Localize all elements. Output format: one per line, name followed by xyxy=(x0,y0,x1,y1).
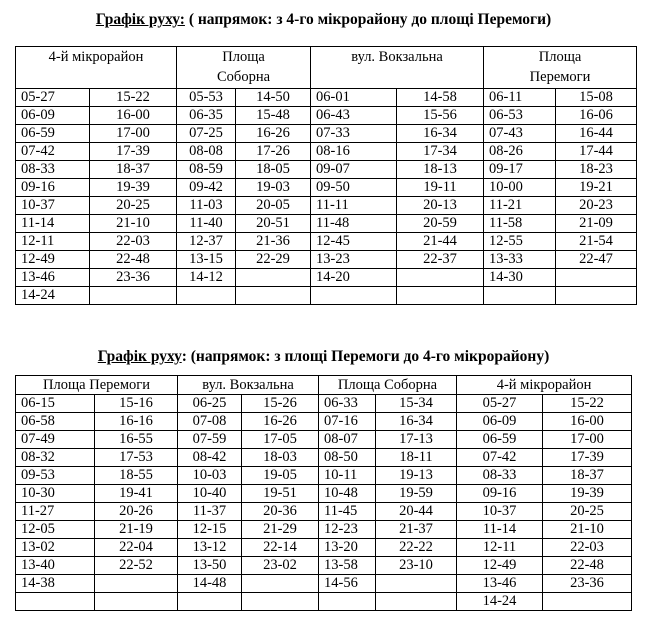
time-cell: 15-08 xyxy=(556,89,637,107)
time-cell: 10-11 xyxy=(319,467,376,485)
table-row xyxy=(16,485,632,503)
time-cell: 12-15 xyxy=(178,521,242,539)
time-cell: 18-55 xyxy=(95,467,178,485)
stop-header-line: 4-й мікрорайон xyxy=(48,49,144,65)
stop-header-line: Площа xyxy=(222,49,265,65)
stop-header-line: Перемоги xyxy=(529,69,591,85)
table-row xyxy=(16,269,637,287)
time-cell: 08-07 xyxy=(319,431,376,449)
time-cell: 11-03 xyxy=(177,197,236,215)
time-cell: 21-44 xyxy=(397,233,484,251)
time-cell: 08-50 xyxy=(319,449,376,467)
time-cell: 13-12 xyxy=(178,539,242,557)
time-cell: 16-00 xyxy=(543,413,632,431)
time-cell: 22-04 xyxy=(95,539,178,557)
time-cell: 08-42 xyxy=(178,449,242,467)
time-cell: 20-36 xyxy=(242,503,319,521)
time-cell: 13-23 xyxy=(311,251,397,269)
time-cell: 12-05 xyxy=(16,521,95,539)
time-cell: 06-25 xyxy=(178,395,242,413)
time-cell: 14-20 xyxy=(311,269,397,287)
time-cell: 20-23 xyxy=(556,197,637,215)
time-cell: 17-39 xyxy=(543,449,632,467)
time-cell: 07-25 xyxy=(177,125,236,143)
time-cell: 22-47 xyxy=(556,251,637,269)
time-cell: 07-42 xyxy=(457,449,543,467)
time-cell: 23-02 xyxy=(242,557,319,575)
time-cell xyxy=(90,287,177,305)
time-cell: 13-58 xyxy=(319,557,376,575)
time-cell: 11-37 xyxy=(178,503,242,521)
time-cell: 07-33 xyxy=(311,125,397,143)
schedule-1-title-prefix: Графік руху: xyxy=(95,11,185,28)
time-cell: 19-11 xyxy=(397,179,484,197)
time-cell: 08-16 xyxy=(311,143,397,161)
time-cell: 19-13 xyxy=(376,467,457,485)
header-row xyxy=(16,47,637,89)
table-row xyxy=(16,89,637,107)
time-cell: 09-42 xyxy=(177,179,236,197)
time-cell: 19-39 xyxy=(90,179,177,197)
time-cell: 14-38 xyxy=(16,575,95,593)
time-cell: 17-13 xyxy=(376,431,457,449)
time-cell xyxy=(556,269,637,287)
time-cell: 23-36 xyxy=(90,269,177,287)
time-cell: 17-39 xyxy=(90,143,177,161)
table-row xyxy=(16,467,632,485)
table-row xyxy=(16,179,637,197)
stop-header: вул. Вокзальна xyxy=(178,376,319,395)
table-row xyxy=(16,503,632,521)
schedule-1-title-rest: ( напрямок: з 4-го мікрорайону до площі Перемоги) xyxy=(184,11,552,28)
table-row xyxy=(16,449,632,467)
stop-header xyxy=(311,47,484,89)
time-cell: 22-29 xyxy=(236,251,311,269)
time-cell: 19-21 xyxy=(556,179,637,197)
time-cell: 07-16 xyxy=(319,413,376,431)
time-cell: 07-43 xyxy=(484,125,556,143)
time-cell: 08-33 xyxy=(457,467,543,485)
time-cell: 06-01 xyxy=(311,89,397,107)
time-cell: 14-30 xyxy=(484,269,556,287)
time-cell xyxy=(319,593,376,611)
time-cell: 09-07 xyxy=(311,161,397,179)
table-row xyxy=(16,431,632,449)
time-cell: 19-03 xyxy=(236,179,311,197)
stop-header xyxy=(16,47,177,89)
time-cell: 08-26 xyxy=(484,143,556,161)
table-row xyxy=(16,107,637,125)
time-cell: 18-37 xyxy=(90,161,177,179)
time-cell: 21-10 xyxy=(543,521,632,539)
table-row xyxy=(16,395,632,413)
time-cell: 12-11 xyxy=(16,233,90,251)
time-cell: 09-16 xyxy=(457,485,543,503)
time-cell: 10-30 xyxy=(16,485,95,503)
time-cell: 21-54 xyxy=(556,233,637,251)
time-cell: 22-52 xyxy=(95,557,178,575)
time-cell xyxy=(242,593,319,611)
time-cell: 21-36 xyxy=(236,233,311,251)
time-cell: 15-22 xyxy=(90,89,177,107)
time-cell: 11-48 xyxy=(311,215,397,233)
time-cell: 21-09 xyxy=(556,215,637,233)
time-cell: 20-05 xyxy=(236,197,311,215)
table-row xyxy=(16,413,632,431)
time-cell: 11-45 xyxy=(319,503,376,521)
time-cell: 14-56 xyxy=(319,575,376,593)
time-cell xyxy=(16,593,95,611)
time-cell: 09-53 xyxy=(16,467,95,485)
time-cell: 21-37 xyxy=(376,521,457,539)
time-cell: 08-08 xyxy=(177,143,236,161)
table-row xyxy=(16,539,632,557)
time-cell: 20-13 xyxy=(397,197,484,215)
table-row xyxy=(16,575,632,593)
time-cell: 20-26 xyxy=(95,503,178,521)
time-cell: 07-08 xyxy=(178,413,242,431)
time-cell: 08-59 xyxy=(177,161,236,179)
time-cell: 15-26 xyxy=(242,395,319,413)
time-cell: 08-33 xyxy=(16,161,90,179)
time-cell: 14-50 xyxy=(236,89,311,107)
time-cell: 19-39 xyxy=(543,485,632,503)
time-cell: 15-48 xyxy=(236,107,311,125)
stop-header-line: вул. Вокзальна xyxy=(351,49,443,65)
time-cell: 07-49 xyxy=(16,431,95,449)
time-cell: 15-56 xyxy=(397,107,484,125)
time-cell: 06-35 xyxy=(177,107,236,125)
time-cell: 09-16 xyxy=(16,179,90,197)
time-cell: 13-20 xyxy=(319,539,376,557)
table-row xyxy=(16,557,632,575)
table-row xyxy=(16,125,637,143)
time-cell: 17-00 xyxy=(90,125,177,143)
time-cell: 05-27 xyxy=(16,89,90,107)
time-cell xyxy=(95,575,178,593)
time-cell: 06-09 xyxy=(457,413,543,431)
time-cell: 22-48 xyxy=(543,557,632,575)
time-cell: 20-59 xyxy=(397,215,484,233)
time-cell: 06-09 xyxy=(16,107,90,125)
time-cell: 18-23 xyxy=(556,161,637,179)
time-cell: 20-44 xyxy=(376,503,457,521)
time-cell: 21-10 xyxy=(90,215,177,233)
stop-header-line: Соборна xyxy=(217,69,271,85)
time-cell: 12-45 xyxy=(311,233,397,251)
time-cell: 06-53 xyxy=(484,107,556,125)
time-cell: 10-37 xyxy=(16,197,90,215)
time-cell: 16-34 xyxy=(397,125,484,143)
time-cell: 07-42 xyxy=(16,143,90,161)
time-cell: 10-48 xyxy=(319,485,376,503)
time-cell xyxy=(543,593,632,611)
stop-header-line xyxy=(311,67,483,87)
table-row xyxy=(16,287,637,305)
time-cell xyxy=(178,593,242,611)
stop-header: Площа Перемоги xyxy=(16,376,178,395)
time-cell: 22-22 xyxy=(376,539,457,557)
schedule-2-title-prefix: Графік руху xyxy=(97,348,182,365)
time-cell: 15-34 xyxy=(376,395,457,413)
time-cell: 20-25 xyxy=(543,503,632,521)
time-cell: 11-11 xyxy=(311,197,397,215)
time-cell: 17-26 xyxy=(236,143,311,161)
time-cell: 06-33 xyxy=(319,395,376,413)
time-cell: 14-12 xyxy=(177,269,236,287)
time-cell xyxy=(376,593,457,611)
time-cell: 14-58 xyxy=(397,89,484,107)
time-cell: 15-16 xyxy=(95,395,178,413)
time-cell: 13-15 xyxy=(177,251,236,269)
stop-header-line xyxy=(16,67,176,87)
time-cell: 13-46 xyxy=(457,575,543,593)
time-cell: 11-58 xyxy=(484,215,556,233)
time-cell: 22-48 xyxy=(90,251,177,269)
stop-header-line: Площа xyxy=(538,49,582,65)
time-cell: 09-50 xyxy=(311,179,397,197)
time-cell: 11-40 xyxy=(177,215,236,233)
time-cell: 10-37 xyxy=(457,503,543,521)
time-cell: 19-41 xyxy=(95,485,178,503)
time-cell: 10-40 xyxy=(178,485,242,503)
time-cell: 06-15 xyxy=(16,395,95,413)
time-cell xyxy=(484,287,556,305)
time-cell xyxy=(242,575,319,593)
time-cell: 10-03 xyxy=(178,467,242,485)
time-cell: 16-26 xyxy=(236,125,311,143)
table-row xyxy=(16,161,637,179)
time-cell: 06-58 xyxy=(16,413,95,431)
time-cell: 19-05 xyxy=(242,467,319,485)
time-cell: 17-00 xyxy=(543,431,632,449)
time-cell: 19-51 xyxy=(242,485,319,503)
time-cell xyxy=(177,287,236,305)
schedule-2-table xyxy=(15,375,632,611)
time-cell: 21-19 xyxy=(95,521,178,539)
time-cell: 22-03 xyxy=(543,539,632,557)
time-cell: 12-37 xyxy=(177,233,236,251)
time-cell: 14-48 xyxy=(178,575,242,593)
table-row xyxy=(16,215,637,233)
time-cell: 10-00 xyxy=(484,179,556,197)
time-cell: 16-06 xyxy=(556,107,637,125)
time-cell: 20-25 xyxy=(90,197,177,215)
time-cell: 14-24 xyxy=(16,287,90,305)
time-cell: 18-11 xyxy=(376,449,457,467)
time-cell: 17-44 xyxy=(556,143,637,161)
time-cell: 18-37 xyxy=(543,467,632,485)
time-cell: 22-37 xyxy=(397,251,484,269)
schedule-2-title-rest: : (напрямок: з площі Перемоги до 4-го мікрорайону) xyxy=(181,348,550,365)
time-cell: 16-26 xyxy=(242,413,319,431)
time-cell: 22-14 xyxy=(242,539,319,557)
time-cell: 09-17 xyxy=(484,161,556,179)
time-cell xyxy=(556,287,637,305)
table-row xyxy=(16,593,632,611)
time-cell: 20-51 xyxy=(236,215,311,233)
table-row xyxy=(16,143,637,161)
time-cell: 12-11 xyxy=(457,539,543,557)
time-cell: 23-36 xyxy=(543,575,632,593)
time-cell: 15-22 xyxy=(543,395,632,413)
time-cell: 11-21 xyxy=(484,197,556,215)
table-row xyxy=(16,521,632,539)
time-cell: 18-05 xyxy=(236,161,311,179)
time-cell: 17-53 xyxy=(95,449,178,467)
schedule-1-table xyxy=(15,46,637,305)
time-cell: 05-27 xyxy=(457,395,543,413)
time-cell: 14-24 xyxy=(457,593,543,611)
time-cell: 07-59 xyxy=(178,431,242,449)
table-row xyxy=(16,251,637,269)
time-cell xyxy=(236,269,311,287)
time-cell: 06-59 xyxy=(16,125,90,143)
stop-header xyxy=(484,47,637,89)
stop-header: 4-й мікрорайон xyxy=(457,376,632,395)
time-cell xyxy=(397,287,484,305)
time-cell: 08-32 xyxy=(16,449,95,467)
time-cell: 06-59 xyxy=(457,431,543,449)
time-cell xyxy=(397,269,484,287)
time-cell: 13-33 xyxy=(484,251,556,269)
time-cell: 12-49 xyxy=(457,557,543,575)
time-cell xyxy=(95,593,178,611)
stop-header: Площа Соборна xyxy=(319,376,457,395)
time-cell: 12-23 xyxy=(319,521,376,539)
time-cell xyxy=(376,575,457,593)
time-cell: 19-59 xyxy=(376,485,457,503)
time-cell: 13-50 xyxy=(178,557,242,575)
time-cell: 16-44 xyxy=(556,125,637,143)
time-cell: 16-00 xyxy=(90,107,177,125)
table-row xyxy=(16,233,637,251)
time-cell: 05-53 xyxy=(177,89,236,107)
time-cell: 06-11 xyxy=(484,89,556,107)
time-cell: 11-14 xyxy=(457,521,543,539)
schedule-1-title xyxy=(0,11,647,29)
time-cell: 16-16 xyxy=(95,413,178,431)
time-cell: 22-03 xyxy=(90,233,177,251)
table-row xyxy=(16,197,637,215)
time-cell: 21-29 xyxy=(242,521,319,539)
time-cell: 17-34 xyxy=(397,143,484,161)
time-cell: 13-02 xyxy=(16,539,95,557)
time-cell: 13-40 xyxy=(16,557,95,575)
time-cell: 16-34 xyxy=(376,413,457,431)
header-row xyxy=(16,376,632,395)
time-cell: 11-14 xyxy=(16,215,90,233)
time-cell: 18-03 xyxy=(242,449,319,467)
time-cell: 11-27 xyxy=(16,503,95,521)
time-cell: 12-49 xyxy=(16,251,90,269)
time-cell: 06-43 xyxy=(311,107,397,125)
time-cell: 18-13 xyxy=(397,161,484,179)
time-cell xyxy=(311,287,397,305)
schedule-2-title xyxy=(0,348,647,366)
time-cell: 16-55 xyxy=(95,431,178,449)
time-cell: 13-46 xyxy=(16,269,90,287)
time-cell: 17-05 xyxy=(242,431,319,449)
time-cell: 12-55 xyxy=(484,233,556,251)
stop-header xyxy=(177,47,311,89)
time-cell xyxy=(236,287,311,305)
time-cell: 23-10 xyxy=(376,557,457,575)
